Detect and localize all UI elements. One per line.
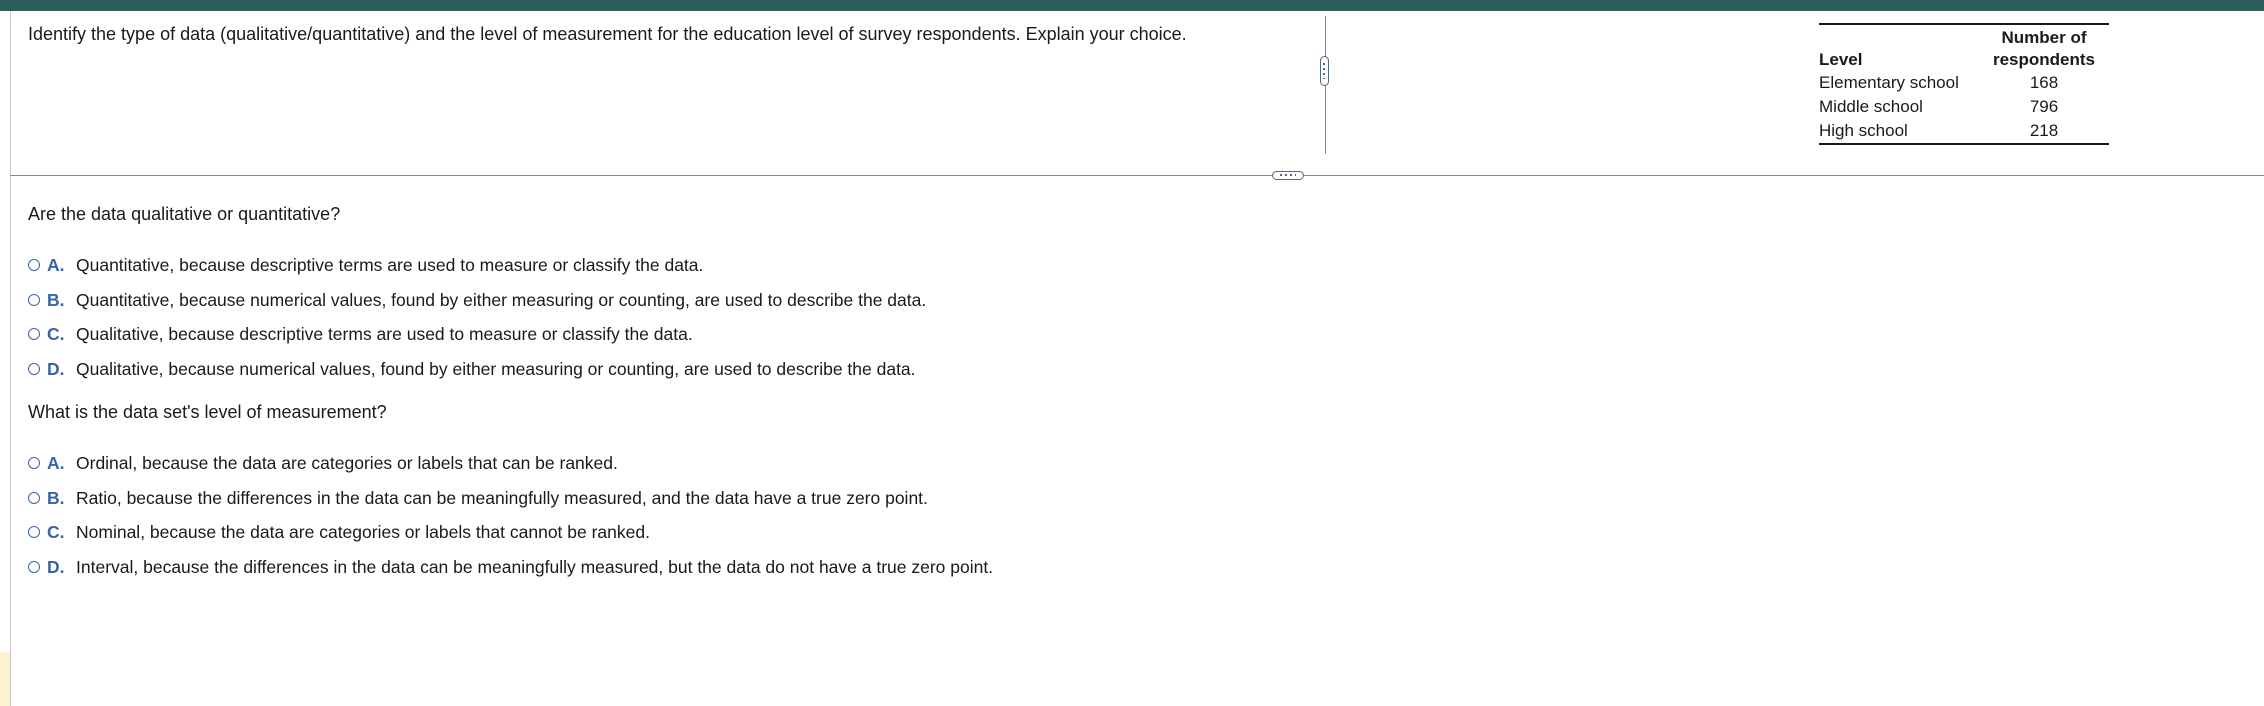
question-prompt: Identify the type of data (qualitative/quantitative) and the level of measurement for the education level of survey respondents. Explain your choice.	[28, 24, 1187, 44]
part1-option-c[interactable]	[28, 323, 693, 345]
option-text: Ratio, because the differences in the data can be meaningfully measured, and the data have a true zero point.	[76, 487, 928, 508]
part2-option-c[interactable]	[28, 521, 650, 543]
row-level: Middle school	[1819, 97, 1923, 116]
header-count-line1: Number of	[2001, 28, 2087, 47]
part2-heading: What is the data set's level of measurement?	[28, 402, 387, 422]
table-row	[1819, 71, 2109, 95]
radio-button-icon[interactable]	[28, 526, 40, 538]
row-count: 218	[2029, 121, 2059, 140]
horizontal-divider	[10, 175, 2264, 176]
top-bar	[0, 0, 2264, 11]
radio-button-icon[interactable]	[28, 259, 40, 271]
row-count: 168	[2029, 73, 2059, 92]
option-text: Interval, because the differences in the data can be meaningfully measured, but the data do not have a true zero point.	[76, 556, 994, 577]
part1-option-b[interactable]	[28, 289, 926, 311]
drag-dots-icon	[1323, 63, 1325, 79]
part1-option-a[interactable]	[28, 254, 703, 276]
option-letter: D.	[47, 556, 65, 577]
option-text: Ordinal, because the data are categories or labels that can be ranked.	[76, 452, 618, 473]
row-level: Elementary school	[1819, 73, 1959, 92]
part1-heading: Are the data qualitative or quantitative?	[28, 204, 341, 224]
option-letter: B.	[47, 487, 65, 508]
option-text: Qualitative, because descriptive terms are used to measure or classify the data.	[76, 323, 693, 344]
radio-button-icon[interactable]	[28, 561, 40, 573]
radio-button-icon[interactable]	[28, 363, 40, 375]
option-text: Nominal, because the data are categories or labels that cannot be ranked.	[76, 521, 650, 542]
option-text: Quantitative, because numerical values, found by either measuring or counting, are used to describe the data.	[76, 289, 927, 310]
part2-option-d[interactable]	[28, 556, 993, 578]
part2-option-a[interactable]	[28, 452, 618, 474]
table-row	[1819, 119, 2109, 143]
vertical-resize-handle[interactable]	[1320, 56, 1329, 86]
horizontal-resize-handle[interactable]	[1272, 171, 1304, 180]
option-letter: C.	[47, 323, 65, 344]
row-level: High school	[1819, 121, 1908, 140]
header-number-of-respondents	[1979, 25, 2109, 71]
radio-button-icon[interactable]	[28, 294, 40, 306]
table-row	[1819, 95, 2109, 119]
header-level: Level	[1819, 50, 1863, 69]
option-letter: B.	[47, 289, 65, 310]
part2-option-b[interactable]	[28, 487, 928, 509]
radio-button-icon[interactable]	[28, 492, 40, 504]
option-letter: D.	[47, 358, 65, 379]
left-border	[10, 11, 11, 706]
part1-option-d[interactable]	[28, 358, 916, 380]
respondents-table	[1819, 23, 2109, 145]
drag-dots-icon	[1280, 174, 1296, 176]
option-text: Qualitative, because numerical values, found by either measuring or counting, are used to describe the data.	[76, 358, 916, 379]
table-header-row	[1819, 25, 2109, 71]
option-letter: C.	[47, 521, 65, 542]
radio-button-icon[interactable]	[28, 328, 40, 340]
header-count-line2: respondents	[1992, 50, 2096, 69]
option-text: Quantitative, because descriptive terms are used to measure or classify the data.	[76, 254, 704, 275]
row-count: 796	[2029, 97, 2059, 116]
radio-button-icon[interactable]	[28, 457, 40, 469]
left-side-tab	[0, 652, 10, 706]
option-letter: A.	[47, 254, 65, 275]
option-letter: A.	[47, 452, 65, 473]
